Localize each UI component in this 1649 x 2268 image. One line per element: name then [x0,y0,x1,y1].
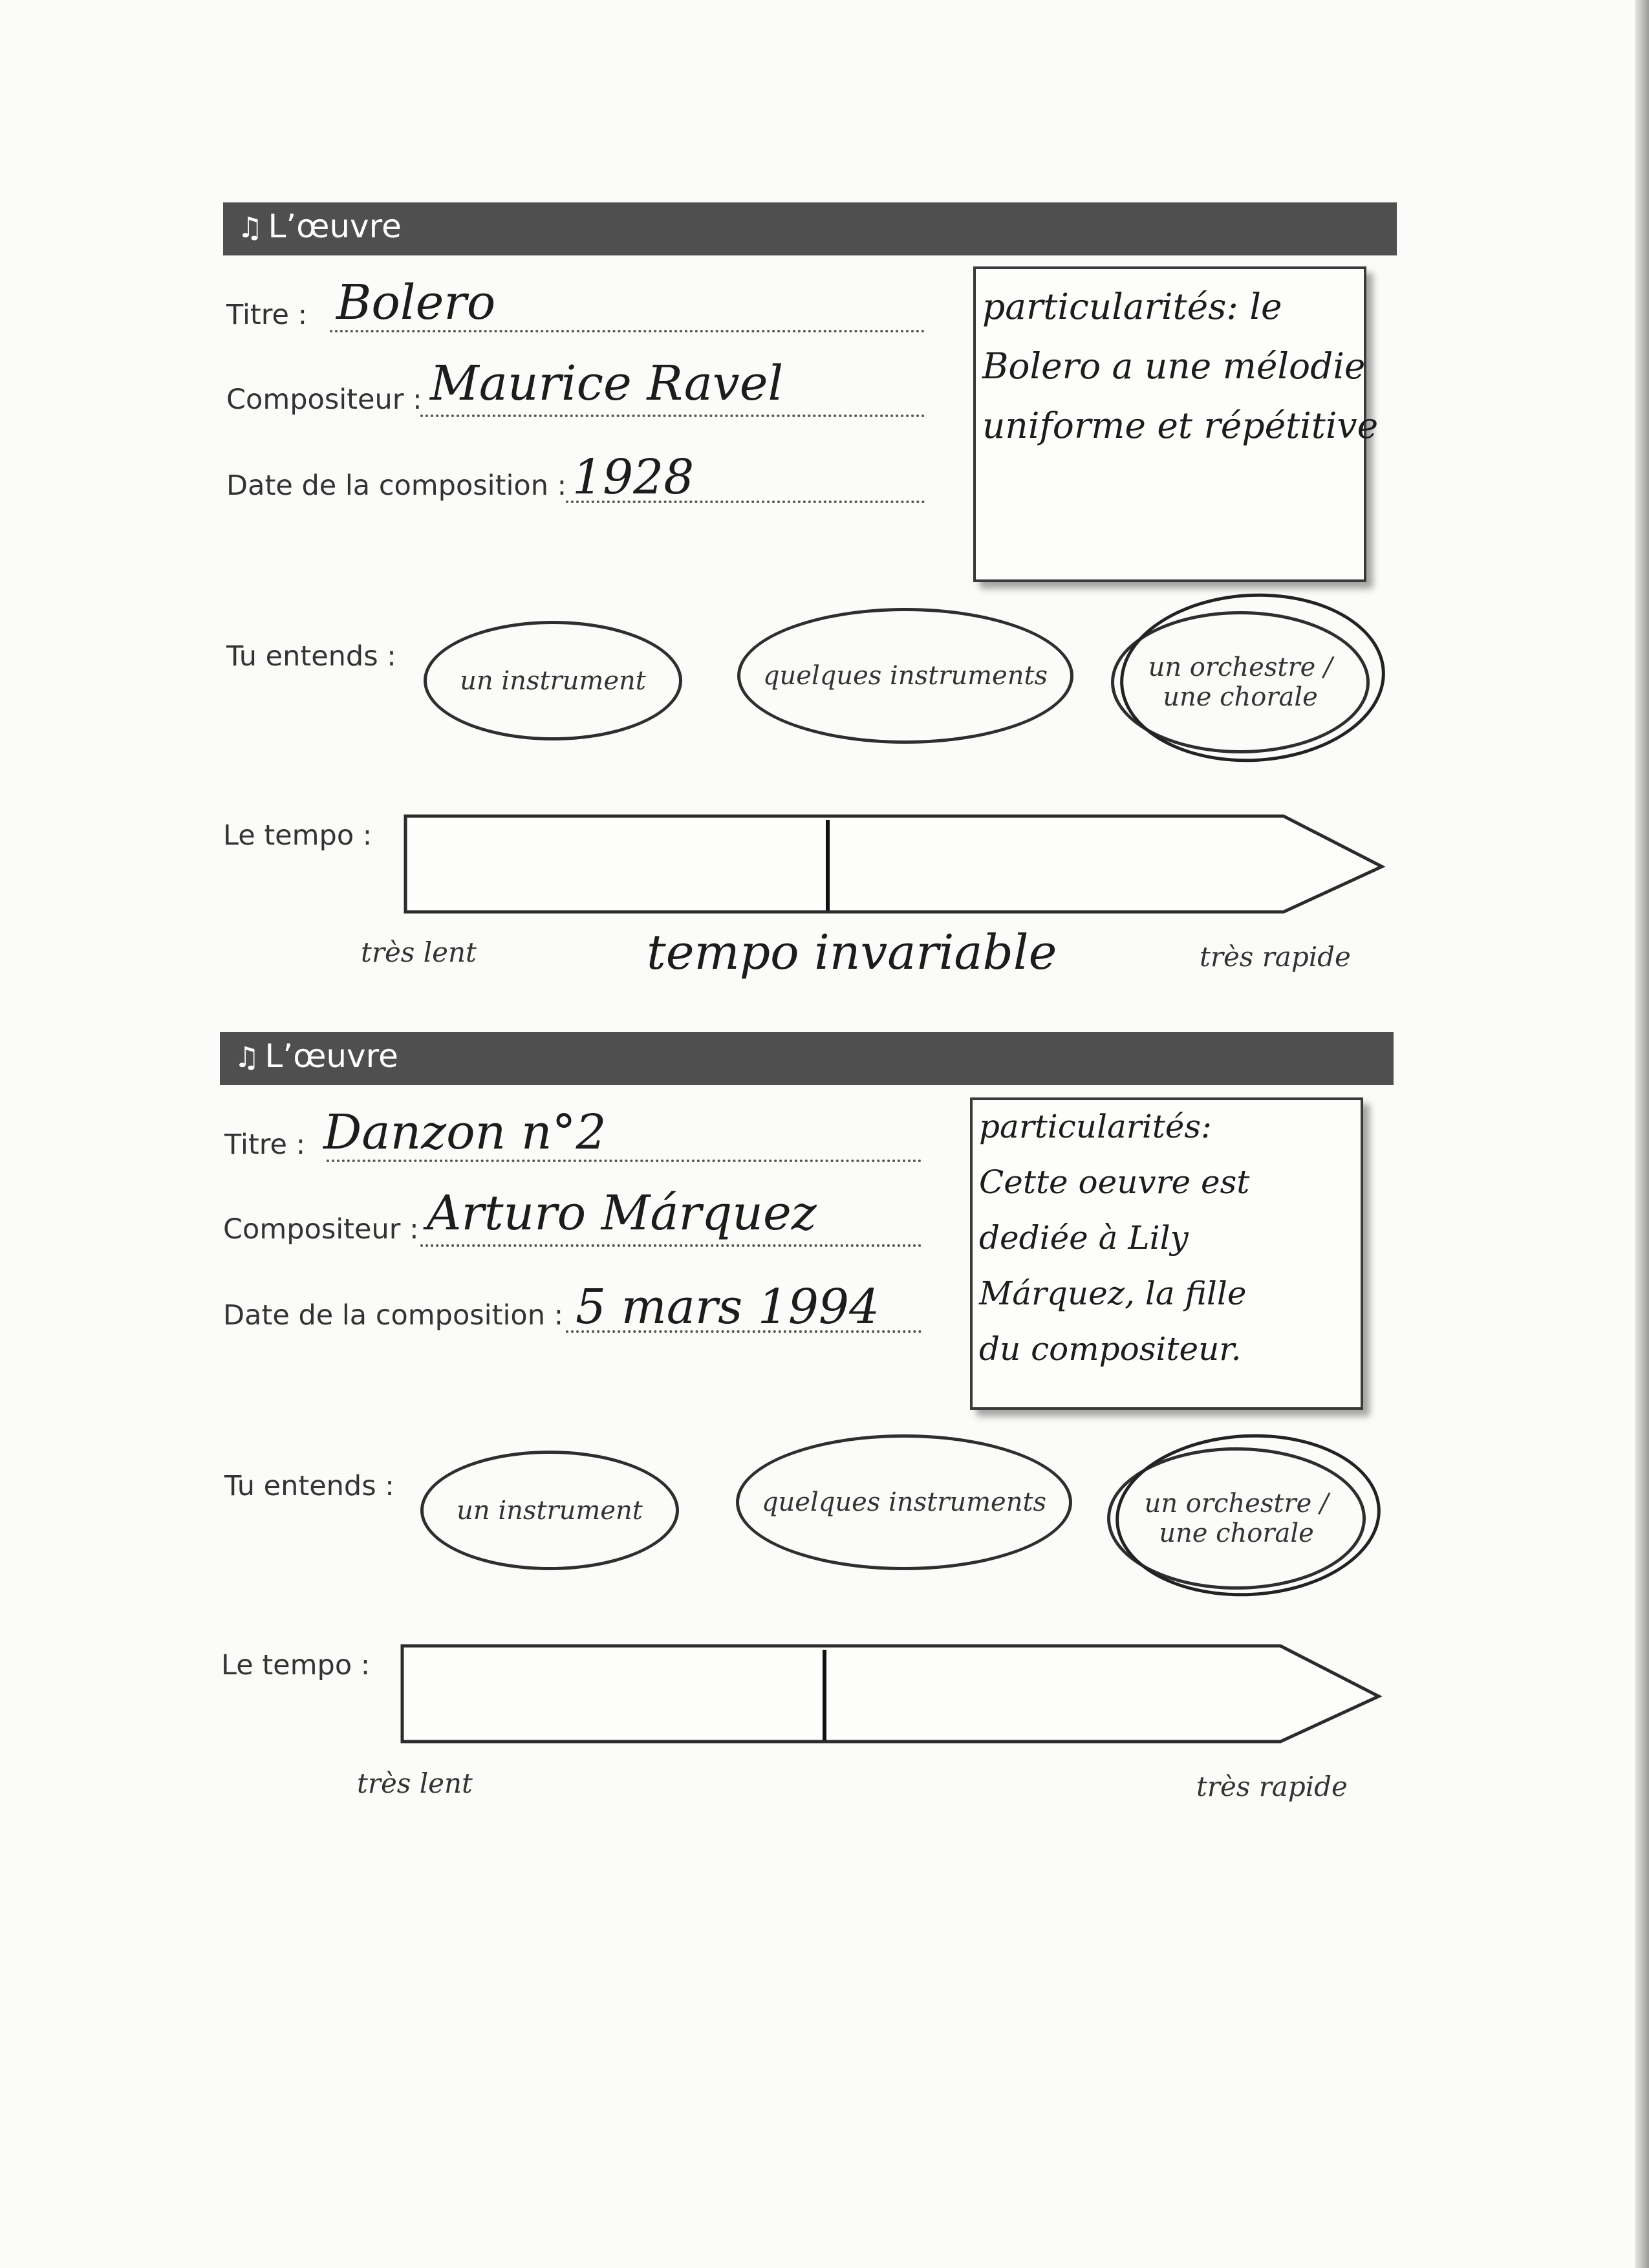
particularites-line: Márquez, la fille [979,1275,1247,1312]
particularites-line: Bolero a une mélodie [982,345,1366,387]
compositeur-line [420,415,925,417]
option-orchestre-chorale[interactable]: un orchestre / une chorale [1107,1447,1366,1590]
date-value[interactable]: 5 mars 1994 [576,1279,880,1335]
tempo-scale-2[interactable] [401,1645,1384,1748]
option-orchestre-chorale[interactable]: un orchestre / une chorale [1111,611,1370,753]
particularites-line: du compositeur. [979,1330,1242,1368]
titre-value[interactable]: Danzon n°2 [323,1105,607,1160]
date-value[interactable]: 1928 [572,449,695,505]
titre-label: Titre : [226,299,308,331]
option-un-instrument[interactable]: un instrument [420,1451,679,1570]
particularites-line: dediée à Lily [979,1219,1189,1257]
tu-entends-label: Tu entends : [226,640,396,673]
tempo-label: Le tempo : [223,819,372,852]
option-quelques-instruments[interactable]: quelques instruments [737,608,1073,744]
compositeur-label: Compositeur : [226,383,422,416]
particularites-box[interactable] [973,266,1379,582]
titre-value[interactable]: Bolero [336,275,496,330]
tempo-fast-label: très rapide [1200,941,1351,973]
particularites-line: particularités: [979,1108,1212,1145]
section-title: ♫ L’œuvre [237,208,402,245]
tempo-slow-label: très lent [357,1767,473,1799]
titre-label: Titre : [224,1129,306,1161]
tempo-slow-label: très lent [361,936,477,968]
oeuvre-section-1 [0,0,1649,980]
tempo-arrow [402,1646,1379,1742]
option-quelques-instruments[interactable]: quelques instruments [736,1434,1072,1570]
music-note-icon: ♫ [234,1041,260,1074]
circled-mark [1112,1427,1385,1603]
section-header [220,1032,1394,1085]
compositeur-line [420,1244,921,1247]
date-label: Date de la composition : [223,1299,564,1332]
particularites-line: particularités: le [982,286,1282,327]
tempo-note[interactable]: tempo invariable [647,925,1057,980]
compositeur-value[interactable]: Maurice Ravel [430,356,784,411]
date-label: Date de la composition : [226,470,567,502]
tempo-fast-label: très rapide [1196,1771,1348,1802]
tu-entends-label: Tu entends : [224,1470,394,1502]
tempo-label: Le tempo : [221,1649,371,1681]
option-un-instrument[interactable]: un instrument [424,621,682,740]
particularites-box[interactable] [970,1097,1363,1410]
particularites-line: Cette oeuvre est [979,1163,1250,1201]
music-note-icon: ♫ [237,211,263,244]
oeuvre-section-2 [0,830,1649,1802]
particularites-line: uniforme et répétitive [982,405,1379,446]
section-header [223,202,1397,255]
circled-mark [1116,587,1389,768]
compositeur-label: Compositeur : [223,1213,419,1246]
compositeur-value[interactable]: Arturo Márquez [427,1185,817,1241]
section-title: ♫ L’œuvre [234,1037,398,1075]
